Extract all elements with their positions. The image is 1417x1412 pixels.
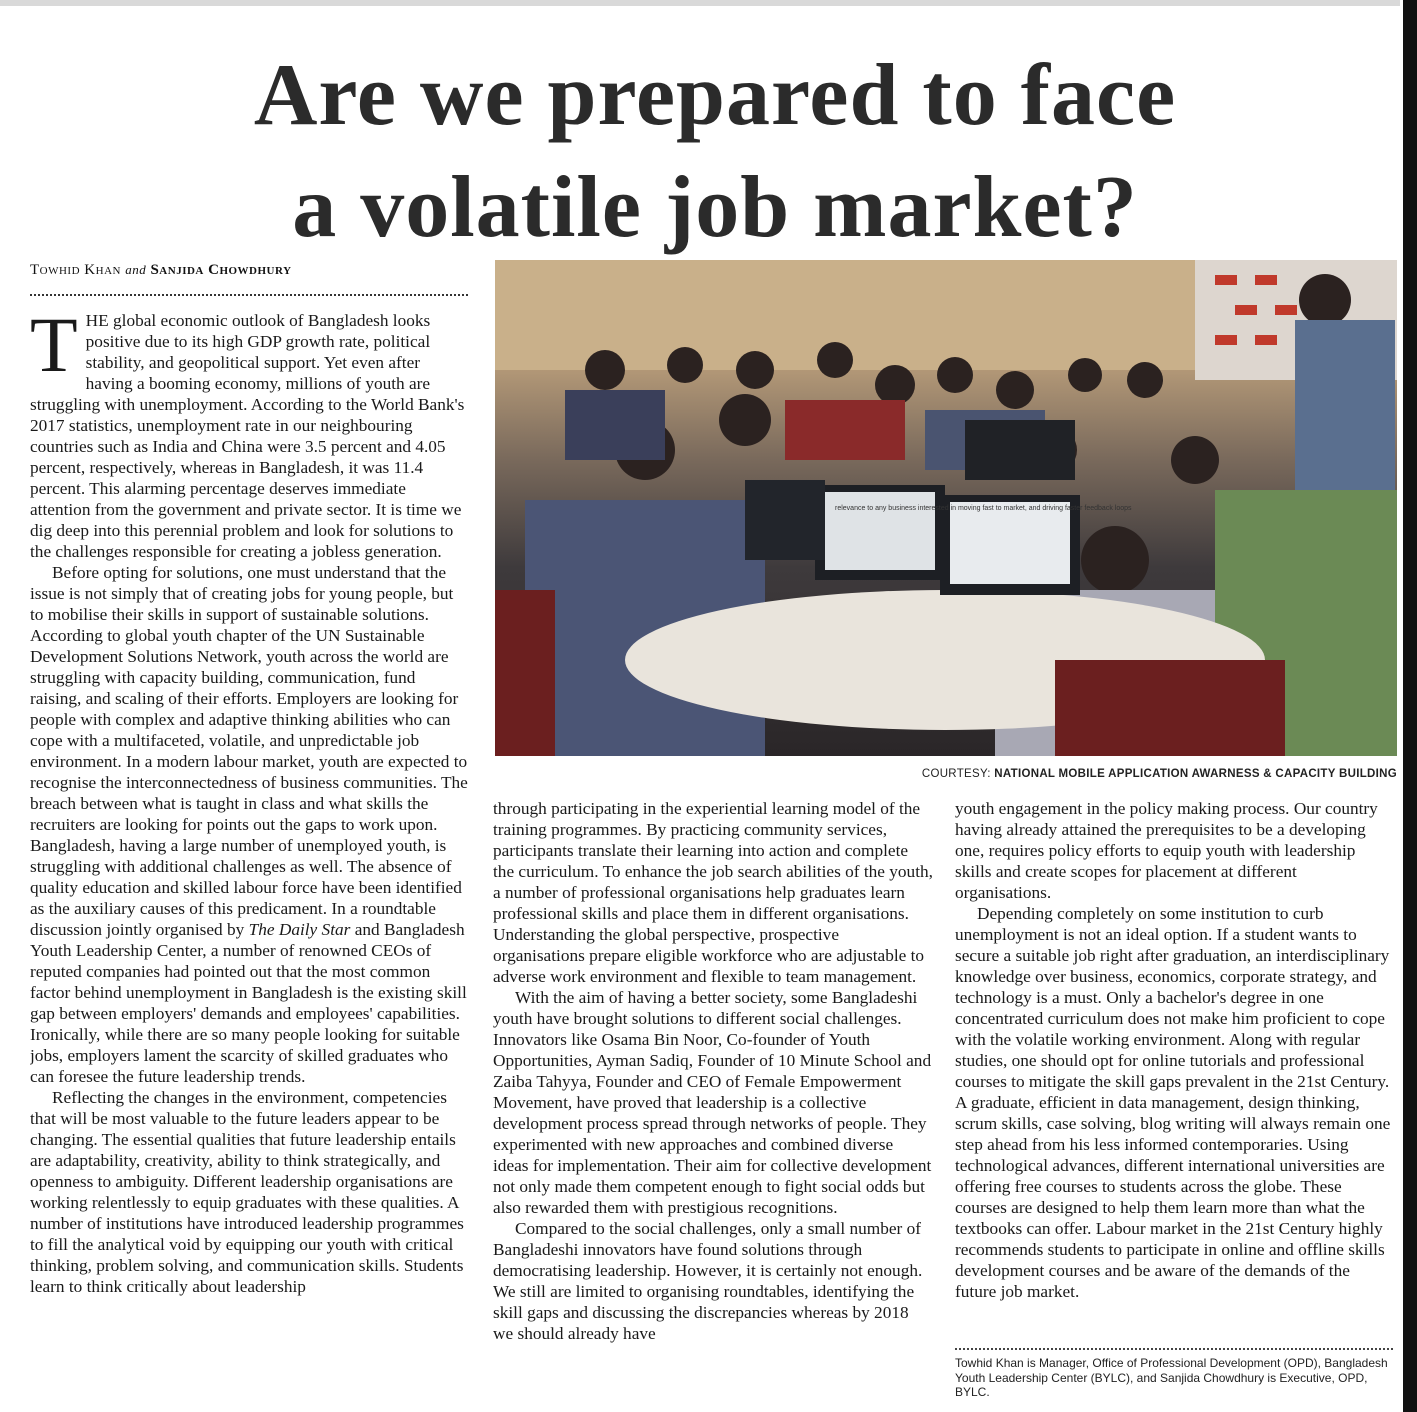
headline-line-2: a volatile job market? — [292, 159, 1138, 256]
headline — [80, 40, 1350, 264]
paragraph-4: With the aim of having a better society, some Bangladeshi youth have brought solutions to different social challenges. Innovators like Osama Bin Noor, Co-founder of Youth Opportunities, Ayman Sadiq, Founder of 10 Minute School and Zaiba Tahyya, Founder and CEO of Female Empowerment Movement, have proved that leadership is a collective development process spread through networks of people. They experimented with new approaches and combined diverse ideas for implementation. Their aim for collective development not only made them competent enough to fight social odds but also rewarded them with prestigious recognitions. — [493, 988, 932, 1217]
photo-credit — [495, 768, 1397, 780]
paragraph-1-text: HE global economic outlook of Bangladesh looks positive due to its high GDP growth rate, political stability, and geopolitical support. Yet even after having a booming economy, millions of youth are struggling with unemployment. According to the World Bank's 2017 statistics, unemployment rate in our neighbouring countries such as India and China were 3.5 percent and 4.05 percent, respectively, whereas in Bangladesh, it was 11.4 percent. This alarming percentage deserves immediate attention from the government and private sector. It is time we dig deep into this perennial problem and look for solutions to the challenges responsible for creating a jobless generation. — [30, 311, 465, 561]
page-edge-rule — [1403, 0, 1417, 1412]
byline-conjunction: and — [125, 262, 147, 277]
article-column-3 — [955, 798, 1395, 1336]
workshop-photo-illustration — [495, 260, 1397, 756]
paragraph-5-continued: youth engagement in the policy making process. Our country having already attained the prerequisites to be a developing one, requires policy efforts to equip youth with leadership skills and create scopes for placement at different organisations. — [955, 799, 1378, 902]
byline — [30, 262, 470, 279]
photo-credit-prefix: COURTESY: — [921, 768, 991, 780]
paragraph-3: Reflecting the changes in the environment, competencies that will be most valuable to the future leaders appear to be changing. The essential qualities that future leadership entails are adaptability, creativity, ability to think strategically, and openness to ambiguity. Different leadership organisations are working relentlessly to equip graduates with these qualities. A number of institutions have introduced leadership programmes to fill the analytical void by equipping our youth with critical thinking, problem solving, and communication skills. Students learn to think critically about leadership — [30, 1088, 464, 1296]
laptop-screen-text: relevance to any business interested in moving fast to market, and driving faster feedback loops — [835, 505, 1132, 512]
paragraph-2 — [30, 562, 470, 1087]
headline-line-1: Are we prepared to face — [253, 47, 1177, 144]
article-column-1 — [30, 310, 470, 1405]
paragraph-2-text-b: and Bangladesh Youth Leadership Center, a number of renowned CEOs of reputed companies had pointed out that the most common factor behind unemployment in Bangladesh is the existing skill gap between employers' demands and employees' capabilities. Ironically, while there are so many people looking for suitable jobs, employers lament the scarcity of skilled graduates who can foresee the future leadership trends. — [30, 920, 467, 1086]
author-note-divider — [955, 1348, 1393, 1350]
paragraph-5: Compared to the social challenges, only a small number of Bangladeshi innovators have found solutions through democratising leadership. However, it is certainly not enough. We still are limited to organising roundtables, identifying the skill gaps and discussing the discrepancies whereas by 2018 we should already have — [493, 1219, 923, 1343]
byline-divider — [30, 294, 468, 296]
photo-credit-source: NATIONAL MOBILE APPLICATION AWARNESS & CAPACITY BUILDING — [994, 768, 1397, 780]
article-column-2 — [493, 798, 933, 1406]
paragraph-2-text-a: Before opting for solutions, one must understand that the issue is not simply that of creating jobs for young people, but to mobilise their skills in support of sustainable solutions. According to global youth chapter of the UN Sustainable Development Solutions Network, youth across the world are struggling with capacity building, communication, fund raising, and scaling of their efforts. Employers are looking for people with complex and adaptive thinking abilities who can cope with a multifaceted, volatile, and unpredictable job environment. In a modern labour market, youth are expected to recognise the interconnectedness of business communities. The breach between what is taught in class and what skills the recruiters are looking for points out the gaps to work upon. Bangladesh, having a large number of unemployed youth, is struggling with additional challenges as well. The absence of quality education and skilled labour force have been identified as the auxiliary causes of this predicament. In a roundtable discussion jointly organised by — [30, 563, 468, 939]
article-photo — [495, 260, 1397, 756]
paragraph-1 — [30, 310, 470, 562]
drop-cap: T — [30, 310, 78, 388]
author-2: Sanjida Chowdhury — [150, 262, 292, 278]
top-strip — [0, 0, 1400, 6]
author-1: Towhid Khan — [30, 262, 121, 278]
author-note: Towhid Khan is Manager, Office of Professional Development (OPD), Bangladesh Youth Leadership Center (BYLC), and Sanjida Chowdhury is Executive, OPD, BYLC. — [955, 1356, 1388, 1399]
paragraph-3-continued: through participating in the experiential learning model of the training programmes. By practicing community services, participants translate their learning into action and complete the curriculum. To enhance the job search abilities of the youth, a number of professional organisations help graduates learn professional skills and place them in different organisations. Understanding the global perspective, prospective organisations prepare eligible workforce who are adjustable to adverse work environment and flexible to team management. — [493, 799, 933, 986]
paragraph-6: Depending completely on some institution to curb unemployment is not an ideal option. If a student wants to secure a suitable job right after graduation, an interdisciplinary knowledge over business, economics, corporate strategy, and technology is a must. Only a bachelor's degree in one concentrated curriculum does not make him proficient to cope with the volatile working environment. Along with regular studies, one should opt for online tutorials and professional courses to mitigate the skill gaps prevalent in the 21st Century. A graduate, efficient in data management, design thinking, scrum skills, case solving, blog writing will always remain one step ahead from his less informed contemporaries. Using technological advances, different international universities are offering free courses to students across the globe. These courses are designed to help them learn more than what the textbooks can offer. Labour market in the 21st Century highly recommends students to participate in online and offline skills development courses and be aware of the demands of the future job market. — [955, 904, 1391, 1301]
publication-name: The Daily Star — [248, 920, 351, 939]
